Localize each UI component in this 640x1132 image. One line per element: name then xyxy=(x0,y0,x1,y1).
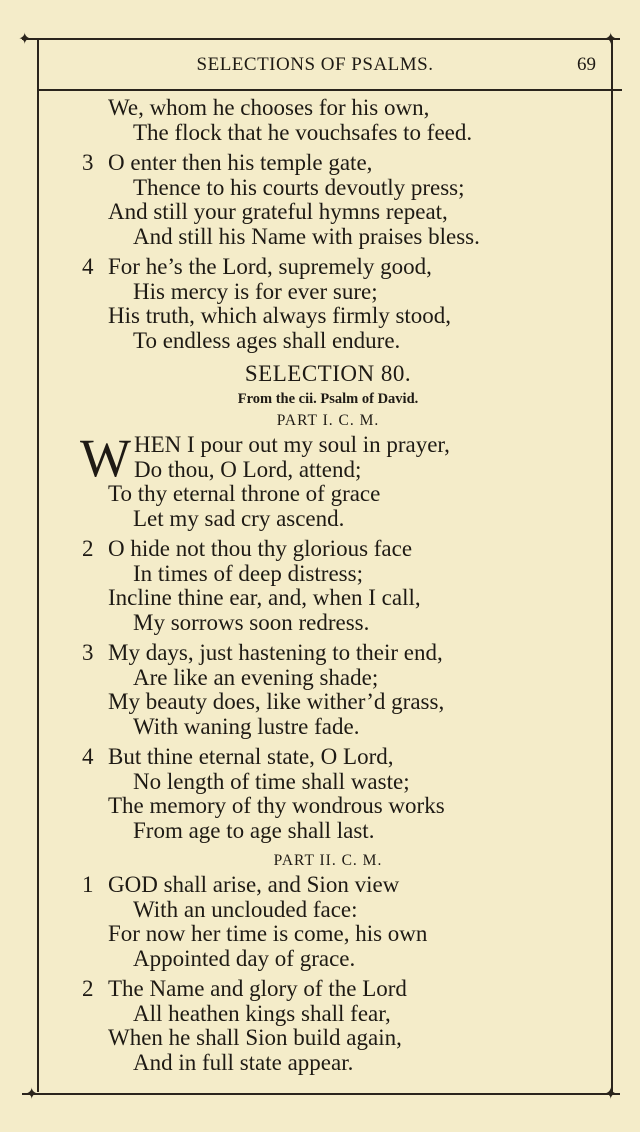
page-number: 69 xyxy=(577,54,596,75)
selection-subtitle: From the cii. Psalm of David. xyxy=(237,391,419,407)
verse-line: The memory of thy wondrous works xyxy=(108,793,445,818)
verse-line: His truth, which always firmly stood, xyxy=(108,303,452,328)
bottom-rule xyxy=(22,1093,620,1095)
verse-line: And still his Name with praises bless. xyxy=(133,223,480,249)
verse-line: When he shall Sion build again, xyxy=(108,1025,402,1050)
corner-ornament-icon: ✦ xyxy=(604,29,618,48)
verse-line: With an unclouded face: xyxy=(133,896,358,922)
verse-line: GOD shall arise, and Sion view xyxy=(108,872,400,897)
stanza-number: 4 xyxy=(82,254,94,279)
stanza-number: 4 xyxy=(82,744,94,769)
stanza-number: 2 xyxy=(82,976,94,1001)
verse-line: Do thou, O Lord, attend; xyxy=(134,456,362,482)
verse-line: We, whom he chooses for his own, xyxy=(108,95,430,120)
verse-line: To endless ages shall endure. xyxy=(133,327,401,353)
right-rule xyxy=(611,40,613,1092)
verse-line: My sorrows soon redress. xyxy=(133,609,370,635)
part-heading: PART I. C. M. xyxy=(276,412,380,429)
verse-line: Let my sad cry ascend. xyxy=(133,505,345,531)
verse-line: With waning lustre fade. xyxy=(133,713,360,739)
top-rule xyxy=(22,38,620,40)
verse-line: Appointed day of grace. xyxy=(133,945,356,971)
verse-line: My beauty does, like wither’d grass, xyxy=(108,689,445,714)
verse-line: O enter then his temple gate, xyxy=(108,150,373,175)
page-body xyxy=(78,96,578,1081)
verse-line: O hide not thou thy glorious face xyxy=(108,536,413,561)
verse-line: For he’s the Lord, supremely good, xyxy=(108,254,432,279)
verse-line: Incline thine ear, and, when I call, xyxy=(108,585,421,610)
stanza-number: 3 xyxy=(82,640,94,665)
verse-line: In times of deep distress; xyxy=(133,560,363,586)
stanza xyxy=(78,873,578,971)
corner-ornament-icon: ✦ xyxy=(604,1084,618,1103)
header-underline xyxy=(38,89,622,91)
stanza-number: 3 xyxy=(82,150,94,175)
verse-line: From age to age shall last. xyxy=(133,817,375,843)
corner-ornament-icon: ✦ xyxy=(25,1084,39,1103)
verse-line: His mercy is for ever sure; xyxy=(133,278,378,304)
verse-line: The flock that he vouchsafes to feed. xyxy=(133,119,473,145)
stanza-number: 1 xyxy=(82,872,94,897)
verse-line: My days, just hastening to their end, xyxy=(108,640,443,665)
verse-line: No length of time shall waste; xyxy=(133,768,410,794)
verse-line: To thy eternal throne of grace xyxy=(108,481,381,506)
verse-line: All heathen kings shall fear, xyxy=(133,1000,391,1026)
selection-title: SELECTION 80. xyxy=(244,361,412,386)
left-rule xyxy=(37,40,39,1092)
stanza xyxy=(78,537,578,635)
verse-line: And in full state appear. xyxy=(133,1049,354,1075)
part-heading: PART II. C. M. xyxy=(273,852,383,869)
drop-cap: W xyxy=(80,428,131,488)
verse-line: And still your grateful hymns repeat, xyxy=(108,199,448,224)
verse-line: HEN I pour out my soul in prayer, xyxy=(134,432,450,457)
stanza-number: 2 xyxy=(82,536,94,561)
stanza xyxy=(78,977,578,1075)
running-header: SELECTIONS OF PSALMS. xyxy=(196,54,434,75)
continuation-stanza xyxy=(78,96,578,145)
verse-line: For now her time is come, his own xyxy=(108,921,428,946)
stanza xyxy=(78,641,578,739)
stanza xyxy=(78,255,578,353)
stanza xyxy=(78,428,578,531)
stanza xyxy=(78,745,578,843)
verse-line: Thence to his courts devoutly press; xyxy=(133,174,465,200)
verse-line: But thine eternal state, O Lord, xyxy=(108,744,394,769)
corner-ornament-icon: ✦ xyxy=(18,29,32,48)
verse-line: Are like an evening shade; xyxy=(133,664,379,690)
stanza xyxy=(78,151,578,249)
verse-line: The Name and glory of the Lord xyxy=(108,976,407,1001)
